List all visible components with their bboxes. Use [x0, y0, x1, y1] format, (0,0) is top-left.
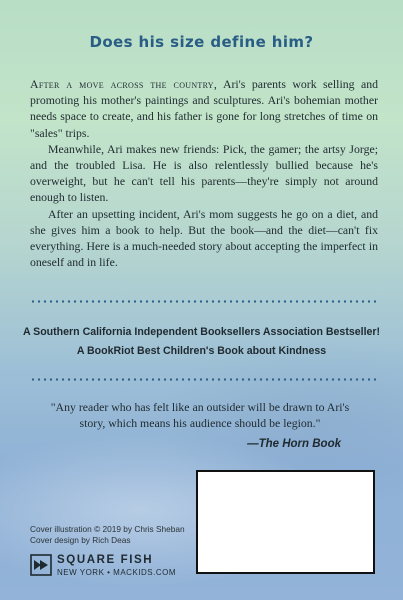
publisher-name: SQUARE FISH: [57, 554, 154, 566]
review-attribution: —The Horn Book: [247, 438, 341, 450]
award-line-2: A BookRiot Best Children's Book about Kindness: [76, 345, 327, 357]
publisher-subline: NEW YORK • MACKIDS.COM: [57, 568, 176, 577]
dotted-divider-bottom: [30, 378, 378, 381]
blurb-paragraph-1-rest: Ari's parents work selling and promoting his mother's paintings and sculptures. Ari's bohemian mother needs space to create, and his father is gone for long stretches of time on "sales" trips.: [30, 77, 379, 140]
blurb-lead-in: After a move across the country,: [30, 77, 218, 91]
blurb: [30, 76, 378, 270]
headline: Does his size define him?: [89, 33, 314, 51]
cover-credits: [30, 524, 185, 546]
barcode-box: [196, 470, 375, 574]
award-line-1: A Southern California Independent Booksellers Association Bestseller!: [22, 326, 381, 338]
blurb-paragraph-3: After an upsetting incident, Ari's mom suggests he go on a diet, and she gives him a book to help. But the book—and the diet—can't fix everything. Here is a much-needed story about accepting the imperfect in oneself and in life.: [30, 206, 378, 270]
dotted-divider-top: [30, 300, 378, 303]
blurb-paragraph-2: Meanwhile, Ari makes new friends: Pick, the gamer; the artsy Jorge; and the troubled Lisa. He is also relentlessly bullied because he's overweight, but he can't tell his parents—they're simply not around enough to listen.: [30, 141, 378, 205]
square-fish-icon: [30, 554, 52, 576]
blurb-paragraph-1: [30, 76, 378, 141]
review-quote: "Any reader who has felt like an outsider will be drawn to Ari's story, which means his audience should be legion.": [50, 400, 350, 430]
illustration-credit: Cover illustration © 2019 by Chris Sheban: [30, 524, 185, 534]
design-credit: Cover design by Rich Deas: [30, 535, 131, 545]
